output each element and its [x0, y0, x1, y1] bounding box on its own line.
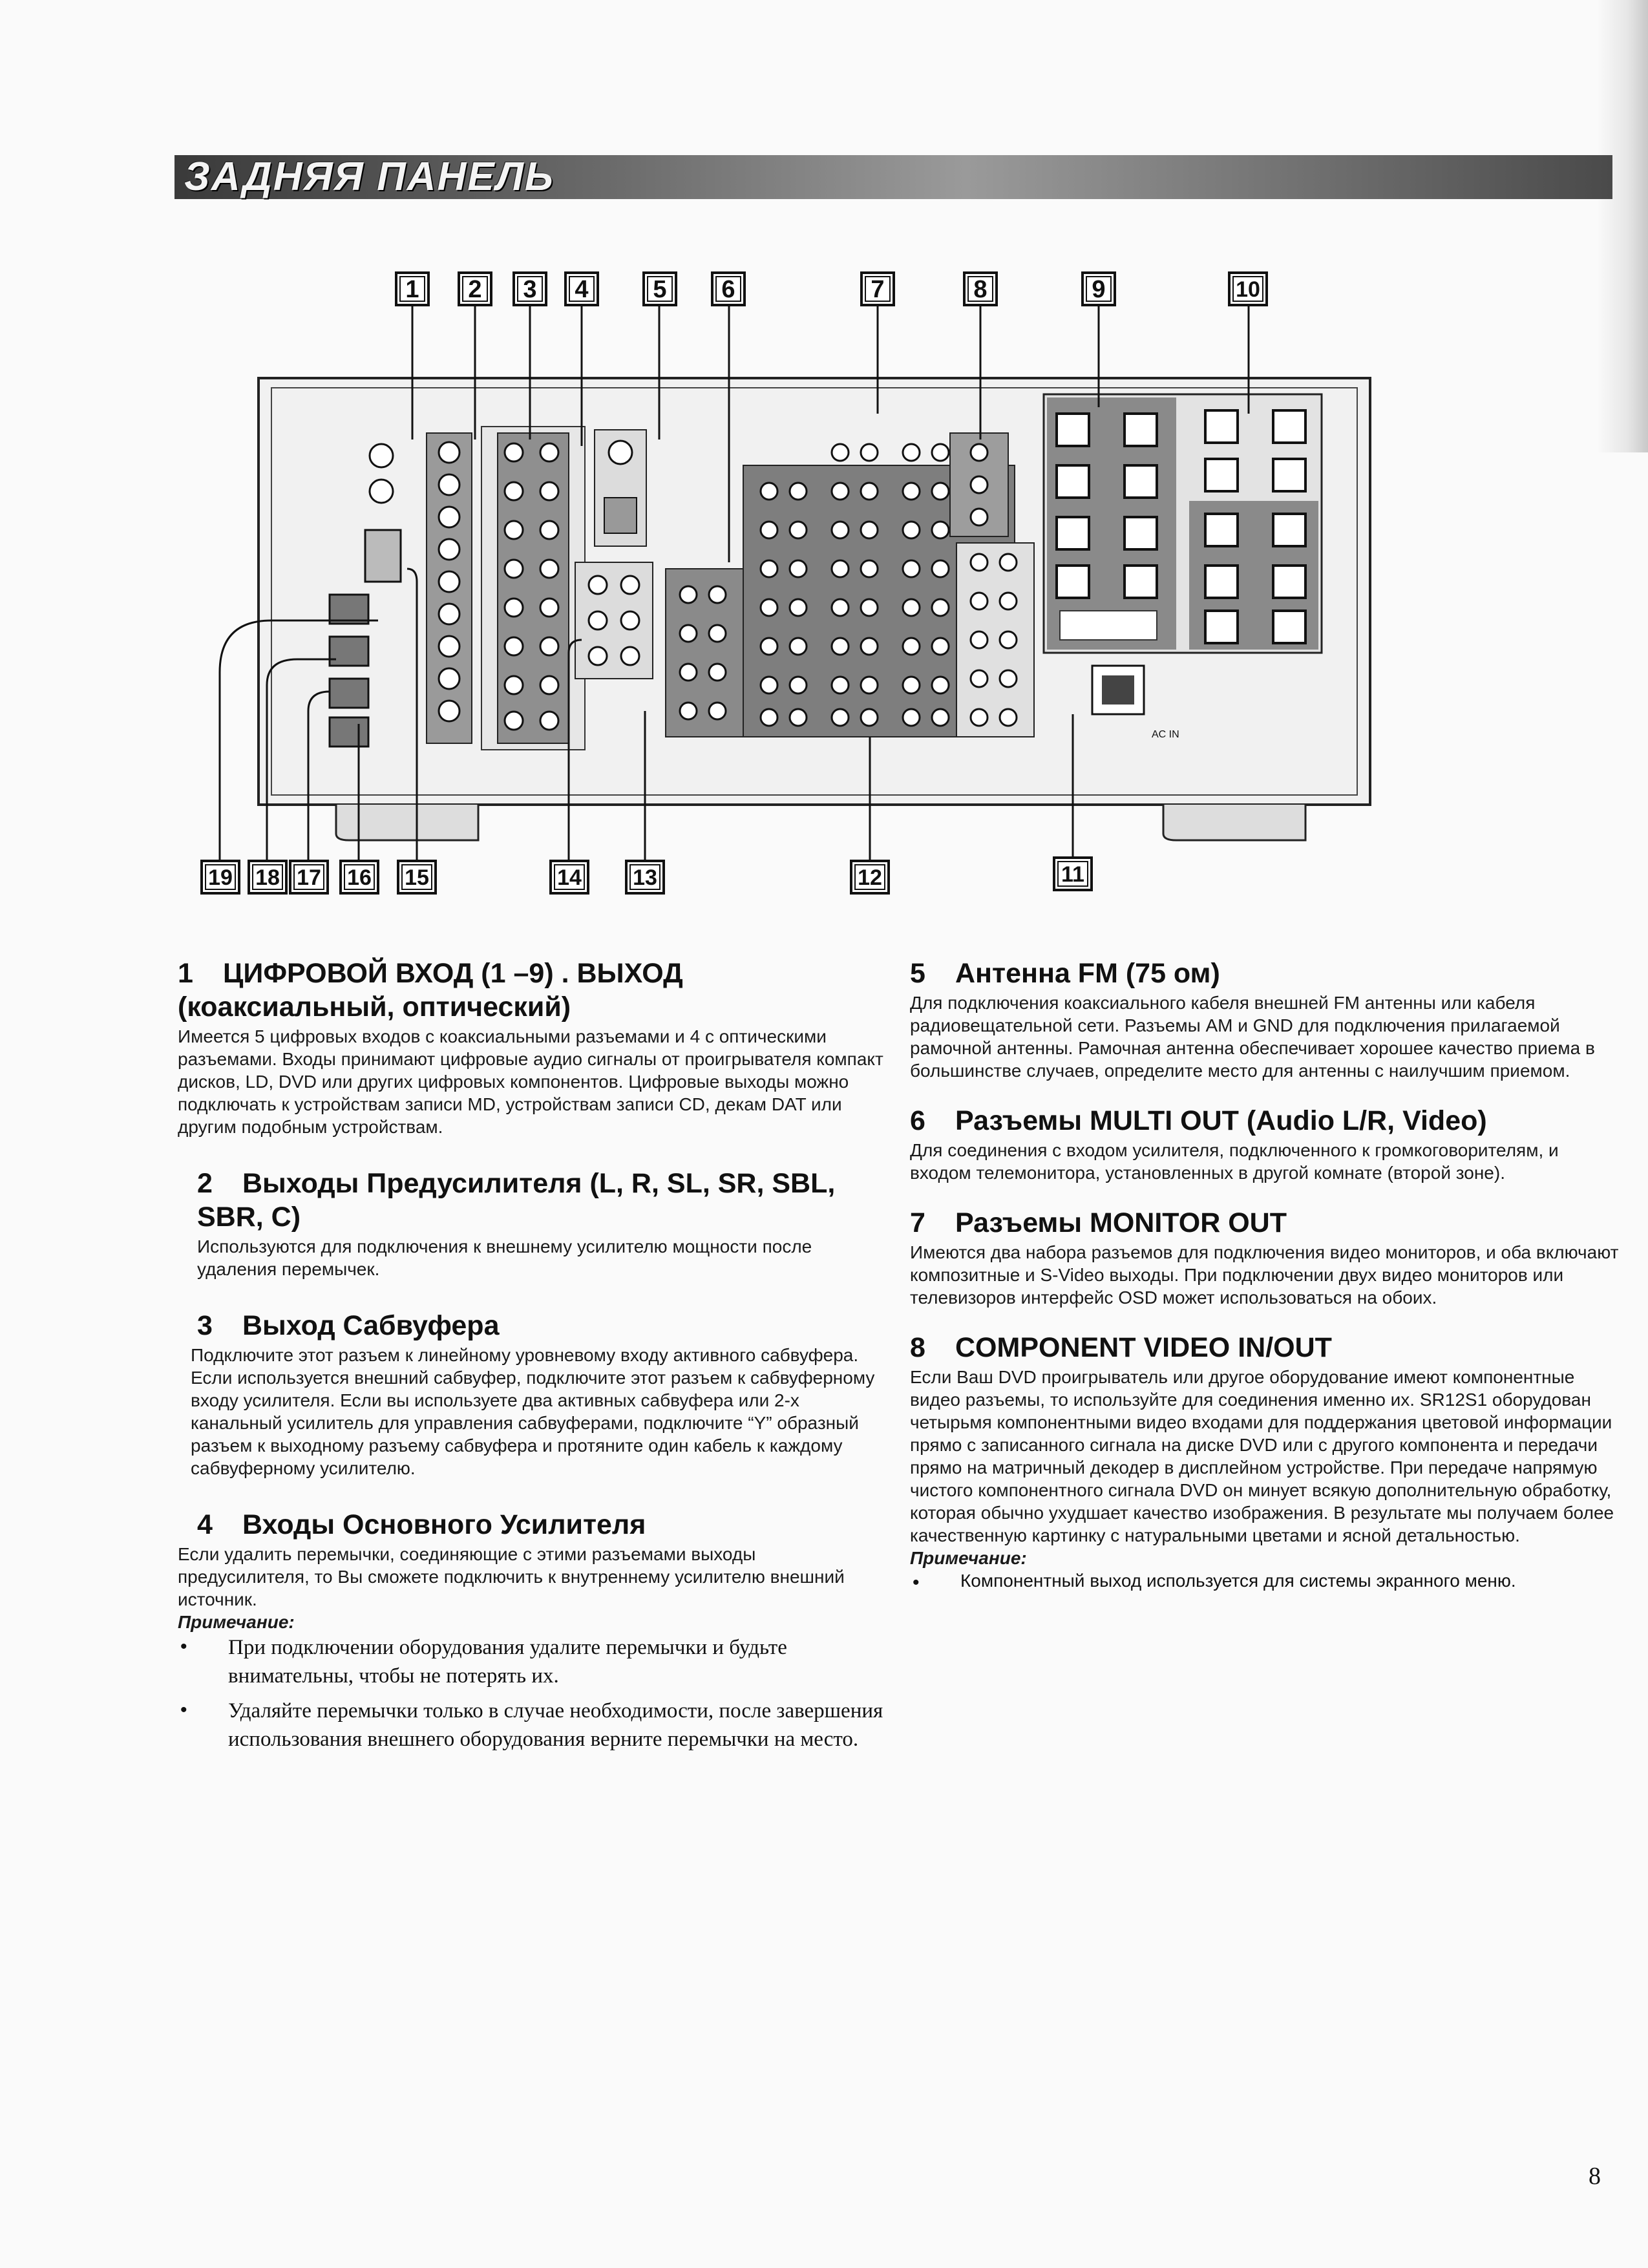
section-title: Антенна FM (75 ом): [955, 958, 1220, 989]
section-3: [178, 1309, 889, 1479]
jack: [709, 703, 726, 719]
callout-5: [642, 271, 677, 306]
jack: [971, 476, 988, 493]
section-title: COMPONENT VIDEO IN/OUT: [955, 1332, 1332, 1363]
jack: [971, 593, 988, 609]
callout-7: [860, 271, 895, 306]
callout-1: [395, 271, 430, 306]
main-in-block: [498, 433, 569, 743]
jack: [903, 483, 920, 500]
callout-13: [625, 860, 665, 895]
callout-8: [963, 271, 998, 306]
callout-label: 3: [517, 276, 543, 302]
jack: [903, 444, 920, 461]
callout-label: 10: [1232, 276, 1263, 302]
section-body: Имеется 5 цифровых входов с коаксиальными разъемами и 4 с оптическими разъемами. Входы принимают цифровые аудио сигналы от проигрывателя компакт дисков, LD, DVD или других цифровых компонентов. Цифровые выходы можно подключать к устройствам записи MD, устройствам записи CD, декам DAT или другим подобным устройствам.: [178, 1026, 883, 1137]
left-column: [178, 957, 889, 1773]
callout-label: 15: [401, 864, 432, 890]
jack: [621, 611, 639, 630]
rs232-port: [365, 530, 401, 582]
rear-panel-illustration: [0, 0, 1648, 957]
note-text: Компонентный выход используется для системы экранного меню.: [960, 1571, 1516, 1591]
jack: [861, 638, 878, 655]
jack: [505, 712, 523, 730]
jack: [971, 631, 988, 648]
jack: [439, 604, 460, 624]
jack: [589, 647, 607, 665]
jack: [680, 586, 697, 603]
callout-label: 2: [462, 276, 488, 302]
jack: [540, 560, 558, 578]
jack: [540, 482, 558, 500]
jack: [505, 521, 523, 539]
left-foot: [336, 805, 478, 840]
ac-in-label: AC IN: [1152, 729, 1179, 740]
jack: [932, 599, 949, 616]
callout-10: [1228, 271, 1268, 306]
callout-2: [458, 271, 492, 306]
speaker-terminal: [1057, 566, 1089, 598]
speaker-terminal: [1273, 566, 1305, 598]
jack: [861, 560, 878, 577]
section-body: Для соединения с входом усилителя, подключенного к громкоговорителям, и входом телемонитора, установленных в другой комнате (второй зоне).: [910, 1140, 1559, 1183]
jack: [439, 507, 460, 527]
speaker-terminal: [1205, 611, 1238, 643]
speaker-terminal: [1273, 459, 1305, 491]
callout-label: 13: [629, 864, 660, 890]
notes-list: [910, 1569, 1621, 1592]
callout-18: [248, 860, 288, 895]
jack: [589, 611, 607, 630]
section-5: [910, 957, 1621, 1082]
speaker-terminal: [1125, 517, 1157, 549]
callout-label: 17: [293, 864, 324, 890]
callout-12: [850, 860, 890, 895]
callout-label: 11: [1057, 861, 1088, 887]
jack: [790, 483, 807, 500]
section-heading: [178, 1167, 889, 1234]
jack: [790, 638, 807, 655]
jack: [439, 636, 460, 657]
jack: [439, 539, 460, 560]
page-number: 8: [1589, 2163, 1601, 2190]
section-heading: [910, 957, 1621, 990]
callout-16: [339, 860, 379, 895]
section-number: 6: [910, 1105, 925, 1136]
section-title: ЦИФРОВОЙ ВХОД (1 –9) . ВЫХОД (коаксиальный, оптический): [178, 958, 683, 1023]
section-heading: [910, 1104, 1621, 1138]
jack: [761, 709, 777, 726]
jack: [439, 701, 460, 721]
jack: [621, 647, 639, 665]
section-title: Выход Сабвуфера: [242, 1310, 500, 1341]
jack: [932, 444, 949, 461]
note-label: Примечание:: [178, 1612, 295, 1632]
speaker-label-plate: [1060, 611, 1157, 640]
jack: [505, 443, 523, 461]
jack: [903, 560, 920, 577]
jack: [861, 522, 878, 538]
right-foot: [1163, 805, 1305, 840]
jack: [439, 474, 460, 495]
note-label: Примечание:: [910, 1548, 1027, 1568]
section-heading: [178, 1508, 889, 1542]
callout-label: 1: [399, 276, 425, 302]
note-item: [178, 1697, 889, 1754]
jack: [932, 560, 949, 577]
jack: [1000, 670, 1017, 687]
section-4: [178, 1508, 889, 1754]
section-heading: [910, 1331, 1621, 1364]
callout-label: 5: [647, 276, 673, 302]
section-body: Для подключения коаксиального кабеля внешней FM антенны или кабеля радиовещательной сети. Разъемы AM и GND для подключения прилагаемой рамочной антенны. Рамочная антенна обеспечивает хорошее качество приема в большинстве случаев, определите место для антенны с наилучшим приемом.: [910, 993, 1595, 1081]
jack: [505, 599, 523, 617]
callout-label: 7: [865, 276, 891, 302]
speaker-terminal: [1125, 465, 1157, 498]
note-text: При подключении оборудования удалите перемычки и будьте внимательны, чтобы не потерять их.: [228, 1636, 787, 1688]
callout-19: [200, 860, 240, 895]
jack: [903, 677, 920, 694]
callout-6: [711, 271, 746, 306]
section-heading: [178, 957, 889, 1024]
jack: [1000, 631, 1017, 648]
jack: [761, 677, 777, 694]
jack: [971, 554, 988, 571]
callout-17: [289, 860, 329, 895]
jack: [709, 625, 726, 642]
speaker-terminal: [1205, 566, 1238, 598]
callout-14: [549, 860, 589, 895]
jack: [790, 677, 807, 694]
optical-jack: [330, 679, 368, 708]
jack: [903, 709, 920, 726]
jack: [932, 709, 949, 726]
notes-list: [178, 1633, 889, 1754]
jack: [790, 522, 807, 538]
jack: [370, 480, 393, 503]
section-2: [178, 1167, 889, 1280]
jack: [680, 703, 697, 719]
section-body: Имеются два набора разъемов для подключения видео мониторов, и оба включают композитные и S-Video выходы. При подключении двух видео мониторов или телевизоров интерфейс OSD может использоваться на обоих.: [910, 1242, 1619, 1308]
speaker-terminal: [1273, 611, 1305, 643]
speaker-terminal: [1205, 514, 1238, 546]
jack: [932, 483, 949, 500]
section-body: Используются для подключения к внешнему усилителю мощности после удаления перемычек.: [197, 1236, 812, 1279]
callout-label: 18: [252, 864, 283, 890]
section-number: 2: [197, 1168, 213, 1199]
jack: [540, 521, 558, 539]
jack: [761, 522, 777, 538]
section-number: 3: [197, 1310, 213, 1341]
jack: [790, 560, 807, 577]
jack: [971, 670, 988, 687]
jack: [680, 664, 697, 681]
jack: [861, 599, 878, 616]
callout-4: [564, 271, 599, 306]
section-body: Подключите этот разъем к линейному уровневому входу активного сабвуфера. Если используется внешний сабвуфер, подключите этот разъем к сабвуферному входу усилителя. Если вы используете два активных сабвуфера или 2-х канальный усилитель для управления сабвуферами, подключите “Y” образный разъем к выходному разъему сабвуфера и протяните один кабель к каждому сабвуферному усилителю.: [191, 1345, 875, 1478]
jack: [903, 522, 920, 538]
fm-antenna-jack: [609, 441, 632, 464]
jack: [680, 625, 697, 642]
multi-out-block: [575, 562, 653, 679]
jack: [1000, 554, 1017, 571]
component-video-lower: [956, 543, 1034, 737]
section-title: Разъемы MONITOR OUT: [955, 1207, 1287, 1238]
jack: [832, 444, 849, 461]
optical-jack: [330, 637, 368, 666]
jack: [790, 599, 807, 616]
jack: [589, 576, 607, 594]
optical-jack: [330, 595, 368, 624]
jack: [439, 442, 460, 463]
note-item: [178, 1633, 889, 1690]
jack: [761, 638, 777, 655]
am-terminal: [604, 498, 637, 533]
jack: [832, 599, 849, 616]
jack: [540, 676, 558, 694]
jack: [505, 560, 523, 578]
section-number: 5: [910, 958, 925, 989]
jack: [370, 444, 393, 467]
speaker-terminal: [1057, 414, 1089, 446]
callout-label: 16: [344, 864, 375, 890]
speaker-terminal: [1205, 459, 1238, 491]
jack: [761, 599, 777, 616]
section-heading: [178, 1309, 889, 1342]
right-column: [910, 957, 1621, 1611]
note-item: [910, 1569, 1621, 1592]
jack: [832, 560, 849, 577]
jack: [439, 668, 460, 689]
section-number: 7: [910, 1207, 925, 1238]
section-number: 1: [178, 958, 193, 989]
jack: [832, 709, 849, 726]
callout-9: [1081, 271, 1116, 306]
callout-label: 6: [715, 276, 741, 302]
callout-15: [397, 860, 437, 895]
jack: [709, 664, 726, 681]
speaker-terminal: [1205, 410, 1238, 443]
jack: [709, 586, 726, 603]
jack: [761, 560, 777, 577]
jack: [861, 677, 878, 694]
rear-panel-diagram: [0, 0, 1648, 957]
jack: [932, 677, 949, 694]
speaker-terminal: [1273, 410, 1305, 443]
section-title: Разъемы MULTI OUT (Audio L/R, Video): [955, 1105, 1487, 1136]
jack: [832, 483, 849, 500]
section-body: Если Ваш DVD проигрыватель или другое оборудование имеют компонентные видео разъемы, то используйте для соединения именно их. SR12S1 оборудован четырьмя компонентными видео входами для поддержания цветовой информации прямо с записанного сигнала на диске DVD или с другого компонента и передачи прямо на матричный декодер в дисплейном устройстве. При передаче напрямую чистого компонентного сигнала DVD он минует всякую дополнительную обработку, которая обычно ухудшает качество изображения. В результате мы получаем более качественную картинку с натуральными цветами и ясной детальностью.: [910, 1367, 1614, 1545]
speaker-terminal: [1057, 465, 1089, 498]
jack: [832, 522, 849, 538]
section-number: 4: [197, 1509, 213, 1540]
section-6: [910, 1104, 1621, 1184]
speaker-terminal: [1125, 566, 1157, 598]
speaker-terminal: [1057, 517, 1089, 549]
jack: [540, 712, 558, 730]
section-title: Выходы Предусилителя (L, R, SL, SR, SBL, SBR, C): [197, 1168, 836, 1233]
note-text: Удаляйте перемычки только в случае необходимости, после завершения использования внешнего оборудования верните перемычки на место.: [228, 1699, 883, 1751]
jack: [971, 709, 988, 726]
jack: [832, 638, 849, 655]
jack: [540, 443, 558, 461]
jack: [861, 444, 878, 461]
jack: [932, 638, 949, 655]
section-7: [910, 1206, 1621, 1309]
section-heading: [910, 1206, 1621, 1240]
optical-jack: [330, 717, 368, 747]
section-number: 8: [910, 1332, 925, 1363]
callout-label: 12: [854, 864, 885, 890]
jack: [861, 483, 878, 500]
section-body: Если удалить перемычки, соединяющие с этими разъемами выходы предусилителя, то Вы сможете подключить к внутреннему усилителю внешний источник.: [178, 1544, 845, 1609]
callout-label: 19: [205, 864, 236, 890]
callout-11: [1053, 856, 1093, 891]
jack: [932, 522, 949, 538]
jack: [832, 677, 849, 694]
speaker-terminal: [1273, 514, 1305, 546]
jack: [971, 444, 988, 461]
jack: [903, 599, 920, 616]
callout-label: 8: [967, 276, 993, 302]
callout-3: [512, 271, 547, 306]
jack: [861, 709, 878, 726]
jack: [540, 637, 558, 655]
jack: [540, 599, 558, 617]
section-1: [178, 957, 889, 1138]
speaker-terminal: [1125, 414, 1157, 446]
page-title: ЗАДНЯЯ ПАНЕЛЬ: [184, 154, 555, 199]
jack: [971, 509, 988, 525]
jack: [1000, 593, 1017, 609]
jack: [1000, 709, 1017, 726]
section-title: Входы Основного Усилителя: [242, 1509, 646, 1540]
jack: [439, 571, 460, 592]
jack: [621, 576, 639, 594]
jack: [790, 709, 807, 726]
callout-label: 4: [569, 276, 595, 302]
callout-label: 14: [554, 864, 585, 890]
jack: [505, 637, 523, 655]
jack: [761, 483, 777, 500]
section-8: [910, 1331, 1621, 1592]
callout-label: 9: [1086, 276, 1112, 302]
jack: [903, 638, 920, 655]
jack: [505, 482, 523, 500]
jack: [505, 676, 523, 694]
ac-inlet-socket: [1102, 675, 1134, 705]
